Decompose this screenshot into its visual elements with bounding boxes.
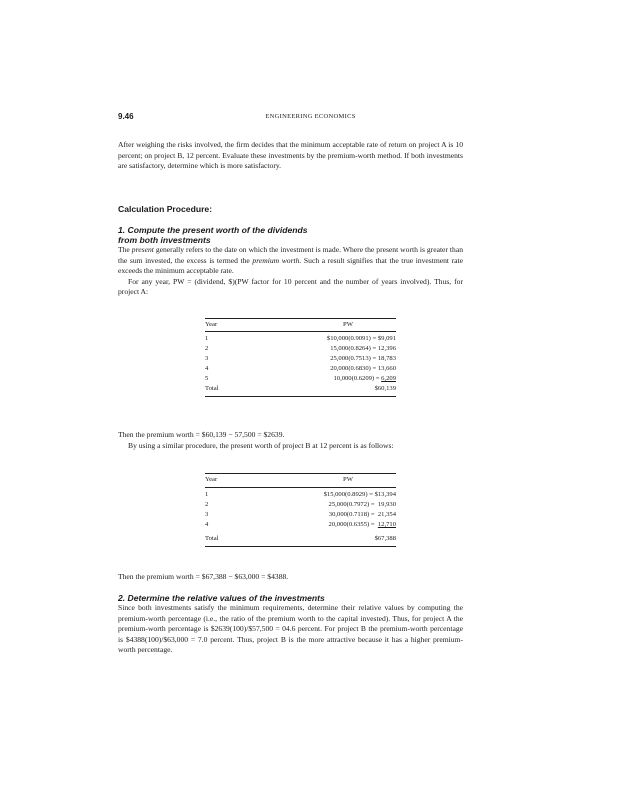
table-row-pw: 25,000(0.7972) = 19,930 bbox=[328, 501, 396, 508]
table-row-year: 2 bbox=[205, 345, 209, 352]
table-row-pw: 15,000(0.8264) = 12,396 bbox=[330, 345, 396, 352]
column-header-year: Year bbox=[205, 321, 218, 328]
running-head: ENGINEERING ECONOMICS bbox=[265, 113, 356, 120]
intro-paragraph bbox=[118, 140, 463, 172]
table-row-year: 2 bbox=[205, 501, 209, 508]
table-total-value: $60,139 bbox=[374, 385, 396, 392]
table-row-pw: 25,000(0.7513) = 18,783 bbox=[330, 355, 396, 362]
table-row-pw: $10,000(0.9091) = $9,091 bbox=[326, 335, 396, 342]
table-project-b bbox=[205, 473, 396, 553]
page-header bbox=[118, 112, 503, 124]
table-row-pw: 20,000(0.6830) = 13,660 bbox=[330, 365, 396, 372]
step2-paragraph: Since both investments satisfy the minimum requirements, determine their relative values by computing the premium-worth percentage (i.e., the ratio of the premium worth to the capital invested). Thus, for project A the premium-worth percentage is $2639(100)/$57,500 = 04.6 percent. For project B the premium-worth percentage is $4388(100)/$63,000 = 7.0 percent. Thus, project B is the more attractive because it has a higher premium-worth percentage. bbox=[118, 603, 463, 655]
premium-b-block bbox=[118, 572, 463, 583]
step1-paragraph-1: The present generally refers to the date on which the investment is made. Where the present worth is greater than the sum invested, the excess is termed the premium worth. Such a result signifies that the true investment rate exceeds the minimum acceptable rate. bbox=[118, 245, 463, 276]
table-row-pw: 30,000(0.7118) = 21,354 bbox=[328, 511, 396, 518]
table-total-value: $67,388 bbox=[374, 535, 396, 542]
table-row-pw: $15,000(0.8929) = $13,394 bbox=[323, 491, 396, 498]
step1-title-line1: 1. Compute the present worth of the dividends bbox=[118, 225, 308, 235]
table-row-year: 4 bbox=[205, 365, 209, 372]
table-row-year: 5 bbox=[205, 375, 209, 382]
table-row-year: 1 bbox=[205, 335, 209, 342]
page-number: 9.46 bbox=[118, 112, 134, 121]
table-total-label: Total bbox=[205, 385, 219, 392]
table-row-year: 3 bbox=[205, 511, 209, 518]
column-header-pw: PW bbox=[343, 476, 353, 483]
table-row-year: 3 bbox=[205, 355, 209, 362]
table-row-pw: 10,000(0.6209) = 6,209 bbox=[333, 375, 396, 382]
premium-a-text: Then the premium worth = $60,139 − 57,500 = $2639. bbox=[118, 430, 285, 439]
step1-title-line2: from both investments bbox=[118, 235, 211, 245]
premium-a-block bbox=[118, 430, 463, 451]
table-total-label: Total bbox=[205, 535, 219, 542]
column-header-pw: PW bbox=[343, 321, 353, 328]
step2-heading: 2. Determine the relative values of the investments bbox=[118, 593, 325, 603]
table-project-a bbox=[205, 318, 396, 408]
section-title: Calculation Procedure: bbox=[118, 204, 213, 214]
step2-body bbox=[118, 603, 463, 656]
table-row-year: 4 bbox=[205, 521, 209, 528]
premium-b-text: Then the premium worth = $67,388 − $63,000 = $4388. bbox=[118, 572, 289, 581]
table-row-pw: 20,000(0.6355) = 12,710 bbox=[328, 521, 396, 528]
similar-b-text: By using a similar procedure, the present worth of project B at 12 percent is as follows: bbox=[128, 440, 394, 450]
step1-heading bbox=[118, 225, 463, 245]
table-row-year: 1 bbox=[205, 491, 209, 498]
column-header-year: Year bbox=[205, 476, 218, 483]
step1-body bbox=[118, 245, 463, 298]
step1-paragraph-2: For any year, PW = (dividend, $)(PW factor for 10 percent and the number of years involved). Thus, for project A: bbox=[118, 276, 463, 297]
intro-text: After weighing the risks involved, the firm decides that the minimum acceptable rate of return on project A is 10 percent; on project B, 12 percent. Evaluate these investments by the premium-worth method. If both investments are satisfactory, determine which is more satisfactory. bbox=[118, 140, 463, 171]
